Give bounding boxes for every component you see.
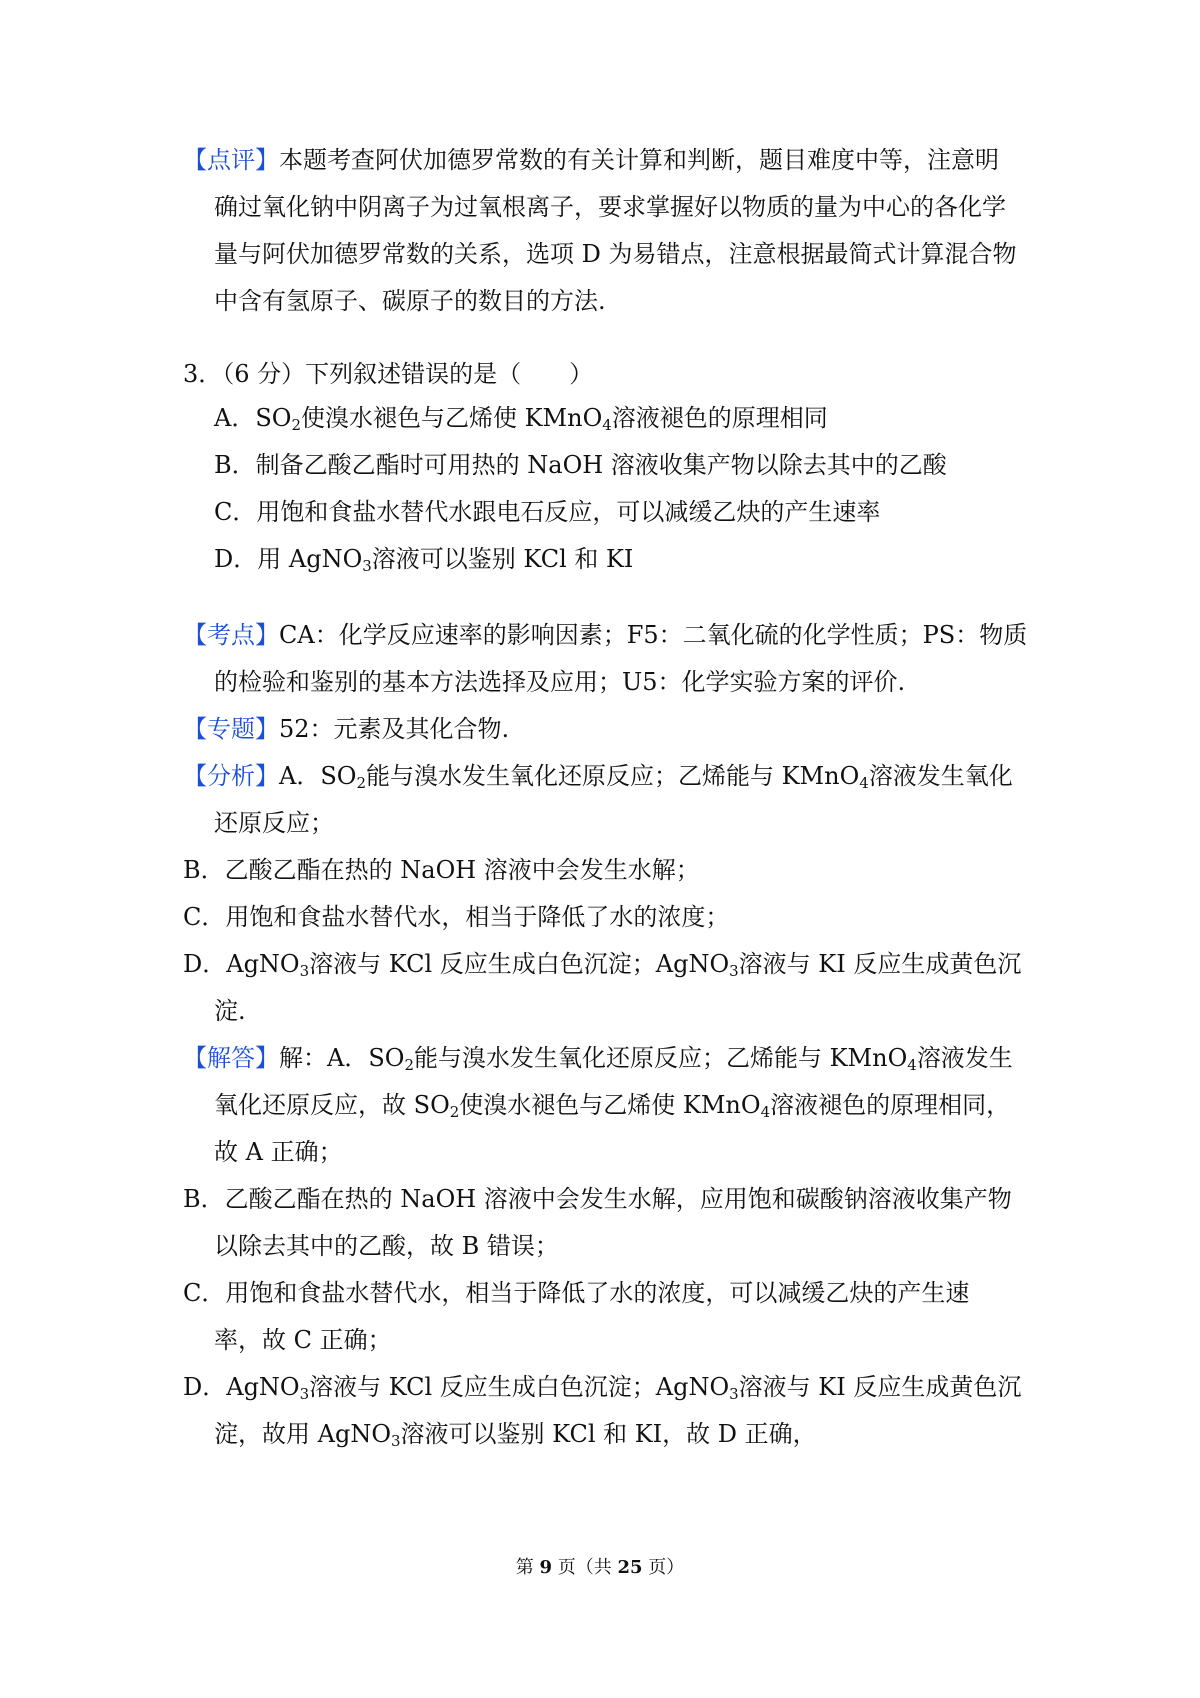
comment-section bbox=[183, 137, 1023, 325]
jieda-c-2: 率，故 C 正确； bbox=[214, 1326, 392, 1354]
kaodian-tag: 【考点】 bbox=[183, 621, 279, 649]
comment-line-2: 确过氧化钠中阴离子为过氧根离子，要求掌握好以物质的量为中心的各化学 bbox=[214, 193, 1006, 221]
zhuanti-line: 【专题】52：元素及其化合物. bbox=[183, 715, 510, 743]
jieda-d-1: D．AgNO$_3$溶液与 KCl 反应生成白色沉淀；AgNO$_3$溶液与 KI 反应生成黄色沉 bbox=[183, 1373, 1022, 1403]
jieda-d-2: 淀，故用 AgNO$_3$溶液可以鉴别 KCl 和 KI，故 D 正确， bbox=[214, 1420, 817, 1450]
comment-line-3: 量与阿伏加德罗常数的关系，选项 D 为易错点，注意根据最简式计算混合物 bbox=[214, 240, 1017, 268]
question-options bbox=[214, 395, 1023, 583]
fenxi-line-1: 【分析】A．$SO_2$能与溴水发生氧化还原反应；乙烯能与 KMnO$_4$溶液发生氧化 bbox=[183, 762, 1013, 792]
jieda-line-1: 【解答】解：A．$SO_2$能与溴水发生氧化还原反应；乙烯能与 KMnO$_4$溶液发生 bbox=[183, 1044, 1013, 1074]
jieda-b-2: 以除去其中的乙酸，故 B 错误； bbox=[214, 1232, 559, 1260]
jieda-tag: 【解答】 bbox=[183, 1044, 279, 1072]
page-footer: 第 9 页（共 25 页） bbox=[515, 1557, 685, 1578]
fenxi-b: B．乙酸乙酯在热的 NaOH 溶液中会发生水解； bbox=[183, 856, 700, 884]
option-d: D．用 AgNO$_3$溶液可以鉴别 KCl 和 KI bbox=[214, 545, 634, 575]
jieda-line-2: 氧化还原反应，故 $SO_2$使溴水褪色与乙烯使 KMnO$_4$溶液褪色的原理相同， bbox=[214, 1091, 1011, 1121]
analysis-section bbox=[183, 612, 1028, 1458]
page-number: 9 bbox=[539, 1557, 552, 1578]
jieda-line-3: 故 A 正确； bbox=[214, 1138, 343, 1166]
kaodian-line-2: 的检验和鉴别的基本方法选择及应用；U5：化学实验方案的评价. bbox=[214, 668, 906, 696]
fenxi-d-1: D．AgNO$_3$溶液与 KCl 反应生成白色沉淀；AgNO$_3$溶液与 KI 反应生成黄色沉 bbox=[183, 950, 1022, 980]
fenxi-d-2: 淀. bbox=[214, 997, 246, 1025]
option-b: B．制备乙酸乙酯时可用热的 NaOH 溶液收集产物以除去其中的乙酸 bbox=[214, 451, 947, 479]
fenxi-line-2: 还原反应； bbox=[214, 809, 334, 837]
comment-tag: 【点评】 bbox=[183, 146, 279, 174]
jieda-b-1: B．乙酸乙酯在热的 NaOH 溶液中会发生水解，应用饱和碳酸钠溶液收集产物 bbox=[183, 1185, 1012, 1213]
fenxi-c: C．用饱和食盐水替代水，相当于降低了水的浓度； bbox=[183, 903, 730, 931]
question-stem: 3．（6 分）下列叙述错误的是（ ） bbox=[183, 360, 594, 388]
zhuanti-tag: 【专题】 bbox=[183, 715, 279, 743]
fenxi-tag: 【分析】 bbox=[183, 762, 279, 790]
comment-line-4: 中含有氢原子、碳原子的数目的方法. bbox=[214, 287, 606, 315]
total-pages: 25 bbox=[617, 1557, 643, 1578]
option-c: C．用饱和食盐水替代水跟电石反应，可以减缓乙炔的产生速率 bbox=[214, 498, 881, 526]
option-a: A．$SO_2$使溴水褪色与乙烯使 KMnO$_4$溶液褪色的原理相同 bbox=[214, 404, 828, 434]
comment-line-1: 本题考查阿伏加德罗常数的有关计算和判断，题目难度中等，注意明 bbox=[279, 146, 999, 174]
jieda-c-1: C．用饱和食盐水替代水，相当于降低了水的浓度，可以减缓乙炔的产生速 bbox=[183, 1279, 970, 1307]
kaodian-line-1: 【考点】CA：化学反应速率的影响因素；F5：二氧化硫的化学性质；PS：物质 bbox=[183, 621, 1028, 649]
